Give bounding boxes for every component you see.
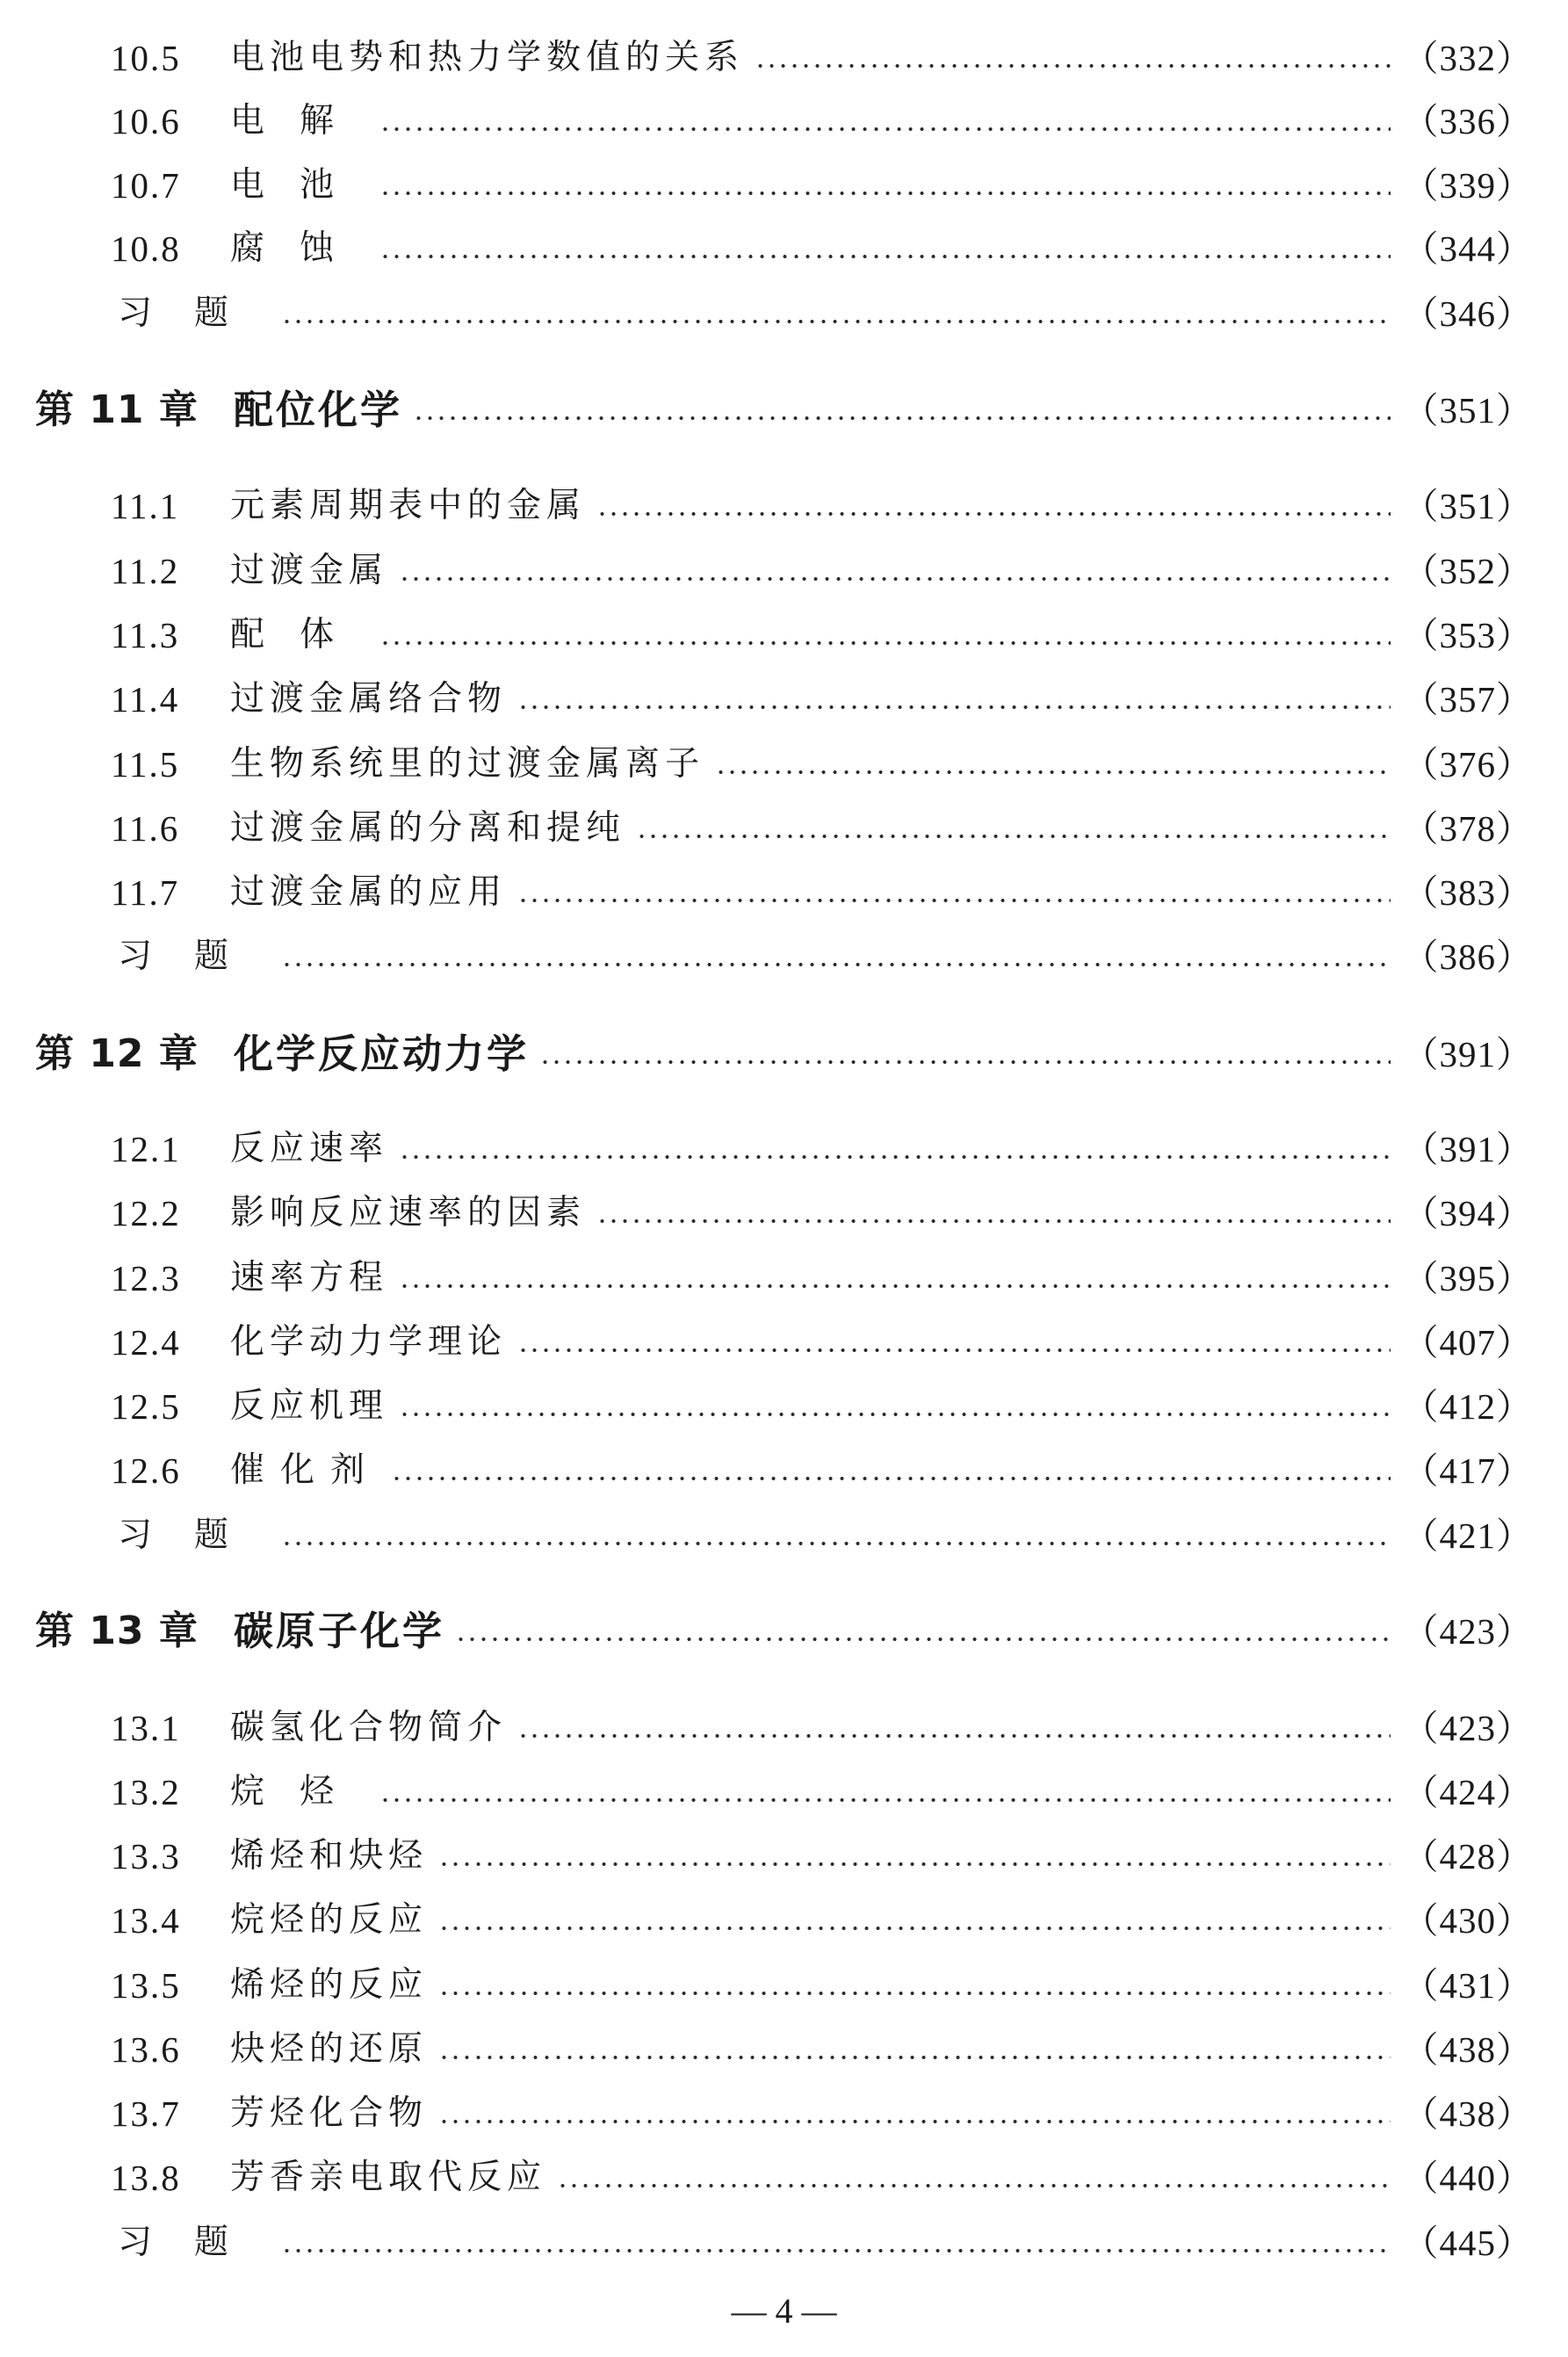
page-reference: （438） [1402, 2093, 1533, 2134]
toc-section-entry[interactable] [0, 2089, 1568, 2138]
toc-section-entry[interactable] [0, 1124, 1568, 1174]
section-title: 烯烃和炔烃 [230, 1836, 429, 1876]
exercise-title: 习题 [118, 2223, 271, 2262]
chapter-number: 第 11 章 [35, 387, 199, 432]
toc-section-entry[interactable] [0, 546, 1568, 596]
section-title: 烯烃的反应 [230, 1965, 429, 2005]
section-number: 10.7 [111, 165, 181, 206]
dot-leader [755, 33, 1391, 83]
section-title: 电池电势和热力学数值的关系 [230, 38, 745, 77]
section-title: 生物系统里的过渡金属离子 [230, 744, 705, 784]
page-reference: （386） [1402, 936, 1533, 977]
dot-leader [379, 611, 1391, 660]
section-number: 11.3 [111, 615, 180, 655]
dot-leader [379, 161, 1391, 210]
exercise-title: 习题 [118, 936, 271, 976]
dot-leader [517, 868, 1391, 917]
page-reference: （423） [1402, 1611, 1533, 1652]
section-title: 芳烃化合物 [230, 2093, 429, 2133]
toc-section-entry[interactable] [0, 1189, 1568, 1238]
section-title: 速率方程 [230, 1258, 389, 1298]
section-title: 芳香亲电取代反应 [230, 2158, 547, 2197]
toc-section-entry[interactable] [0, 224, 1568, 273]
section-title: 电解 [230, 101, 370, 141]
dot-leader [438, 1896, 1391, 1945]
dot-leader [399, 1254, 1391, 1303]
chapter-title: 化学反应动力学 [234, 1030, 530, 1077]
dot-leader [636, 804, 1391, 853]
dot-leader [596, 481, 1391, 531]
dot-leader [379, 224, 1391, 273]
section-number: 12.2 [111, 1193, 181, 1233]
page-reference: （407） [1402, 1322, 1533, 1363]
dot-leader [438, 1961, 1391, 2010]
toc-section-entry[interactable] [0, 1832, 1568, 1881]
section-title: 炔烃的还原 [230, 2029, 429, 2069]
dot-leader [438, 1832, 1391, 1881]
page-reference: （421） [1402, 1515, 1533, 1556]
section-number: 13.2 [111, 1772, 181, 1812]
toc-section-entry[interactable] [0, 1318, 1568, 1367]
chapter-title: 碳原子化学 [234, 1608, 445, 1654]
toc-section-entry[interactable] [0, 675, 1568, 724]
page-reference: （423） [1402, 1708, 1533, 1748]
dot-leader [517, 1318, 1391, 1367]
page-reference: （376） [1402, 744, 1533, 784]
page-reference: （430） [1402, 1900, 1533, 1941]
page-reference: （332） [1402, 38, 1533, 78]
page-reference: （383） [1402, 872, 1533, 913]
page-reference: （428） [1402, 1836, 1533, 1876]
section-title: 电池 [230, 165, 370, 205]
section-title: 过渡金属的分离和提纯 [230, 808, 626, 848]
page-reference: （351） [1402, 486, 1533, 526]
dot-leader [379, 1768, 1391, 1817]
toc-section-entry[interactable] [0, 1961, 1568, 2010]
page-reference: （394） [1402, 1193, 1533, 1233]
section-number: 11.7 [111, 872, 180, 913]
dot-leader [517, 675, 1391, 724]
page-reference: （357） [1402, 679, 1533, 719]
page-reference: （412） [1402, 1386, 1533, 1427]
section-title: 配体 [230, 615, 370, 654]
page-reference: （424） [1402, 1772, 1533, 1812]
section-number: 13.6 [111, 2029, 181, 2070]
page-reference: （353） [1402, 615, 1533, 655]
page-reference: （440） [1402, 2158, 1533, 2198]
dot-leader [438, 2025, 1391, 2074]
dot-leader [517, 1703, 1391, 1753]
dot-leader [539, 1030, 1391, 1079]
page-reference: （351） [1402, 390, 1533, 430]
section-title: 腐蚀 [230, 228, 370, 268]
section-title: 影响反应速率的因素 [230, 1193, 587, 1233]
dot-leader [557, 2153, 1391, 2202]
toc-section-entry[interactable] [0, 1703, 1568, 1753]
section-number: 13.3 [111, 1836, 181, 1876]
toc-section-entry[interactable] [0, 2025, 1568, 2074]
dot-leader [281, 932, 1391, 981]
page-reference: （417） [1402, 1450, 1533, 1491]
toc-section-entry[interactable] [0, 611, 1568, 660]
page-reference: （344） [1402, 228, 1533, 269]
dot-leader [281, 2218, 1391, 2267]
section-title: 碳氢化合物简介 [230, 1708, 508, 1747]
toc-section-entry[interactable] [0, 868, 1568, 917]
section-number: 11.5 [111, 744, 180, 784]
exercise-title: 习题 [118, 1515, 271, 1555]
section-title: 化学动力学理论 [230, 1322, 508, 1362]
dot-leader [391, 1446, 1391, 1495]
toc-section-entry[interactable] [0, 1896, 1568, 1945]
section-title: 过渡金属络合物 [230, 679, 508, 719]
toc-section-entry[interactable] [0, 804, 1568, 853]
chapter-title: 配位化学 [234, 387, 403, 433]
page-reference: （391） [1402, 1129, 1533, 1169]
page-reference: （445） [1402, 2223, 1533, 2263]
dot-leader [281, 1511, 1391, 1560]
section-title: 过渡金属的应用 [230, 872, 508, 912]
toc-section-entry[interactable] [0, 1446, 1568, 1495]
toc-section-entry[interactable] [0, 481, 1568, 531]
toc-exercise-entry[interactable] [0, 1511, 1568, 1560]
toc-section-entry[interactable] [0, 1382, 1568, 1431]
section-number: 11.6 [111, 808, 180, 849]
page-reference: （438） [1402, 2029, 1533, 2070]
dot-leader [281, 289, 1391, 338]
dot-leader [399, 1382, 1391, 1431]
dot-leader [379, 97, 1391, 146]
toc-section-entry[interactable] [0, 33, 1568, 83]
page-reference: （395） [1402, 1258, 1533, 1298]
section-number: 13.5 [111, 1965, 181, 2006]
page-reference: （339） [1402, 165, 1533, 206]
section-number: 12.1 [111, 1129, 181, 1169]
toc-section-entry[interactable] [0, 1254, 1568, 1303]
page-reference: （346） [1402, 293, 1533, 334]
section-title: 元素周期表中的金属 [230, 486, 587, 525]
section-number: 13.7 [111, 2093, 181, 2134]
page-reference: （352） [1402, 551, 1533, 591]
section-number: 11.2 [111, 551, 180, 591]
toc-section-entry[interactable] [0, 1768, 1568, 1817]
page-reference: （391） [1402, 1034, 1533, 1074]
toc-section-entry[interactable] [0, 161, 1568, 210]
page-reference: （378） [1402, 808, 1533, 849]
dot-leader [399, 546, 1391, 596]
dot-leader [455, 1607, 1391, 1656]
section-number: 12.6 [111, 1450, 181, 1491]
section-number: 10.5 [111, 38, 181, 78]
section-title: 反应机理 [230, 1386, 389, 1426]
section-number: 12.4 [111, 1322, 181, 1363]
toc-chapter-entry[interactable] [0, 1607, 1568, 1656]
toc-section-entry[interactable] [0, 2153, 1568, 2202]
section-number: 11.1 [111, 486, 180, 526]
exercise-title: 习题 [118, 293, 271, 333]
section-number: 11.4 [111, 679, 180, 719]
chapter-number: 第 12 章 [35, 1031, 199, 1076]
section-title: 反应速率 [230, 1129, 389, 1168]
dot-leader [596, 1189, 1391, 1238]
page-reference: （431） [1402, 1965, 1533, 2006]
section-number: 13.1 [111, 1708, 181, 1748]
section-number: 12.3 [111, 1258, 181, 1298]
dot-leader [715, 740, 1391, 789]
toc-section-entry[interactable] [0, 740, 1568, 789]
section-number: 10.6 [111, 101, 181, 141]
toc-exercise-entry[interactable] [0, 932, 1568, 981]
section-number: 10.8 [111, 228, 181, 269]
section-title: 过渡金属 [230, 551, 389, 590]
dot-leader [438, 2089, 1391, 2138]
section-title: 催化剂 [230, 1450, 381, 1490]
toc-section-entry[interactable] [0, 97, 1568, 146]
toc-exercise-entry[interactable] [0, 2218, 1568, 2267]
toc-chapter-entry[interactable] [0, 386, 1568, 435]
dot-leader [399, 1124, 1391, 1174]
dot-leader [413, 386, 1391, 435]
page-reference: （336） [1402, 101, 1533, 141]
section-number: 13.8 [111, 2158, 181, 2198]
section-number: 13.4 [111, 1900, 181, 1941]
chapter-number: 第 13 章 [35, 1609, 199, 1653]
toc-chapter-entry[interactable] [0, 1030, 1568, 1079]
section-number: 12.5 [111, 1386, 181, 1427]
section-title: 烷烃的反应 [230, 1900, 429, 1940]
page-footer-number: — 4 — [731, 2291, 837, 2331]
toc-exercise-entry[interactable] [0, 289, 1568, 338]
section-title: 烷烃 [230, 1772, 370, 1811]
